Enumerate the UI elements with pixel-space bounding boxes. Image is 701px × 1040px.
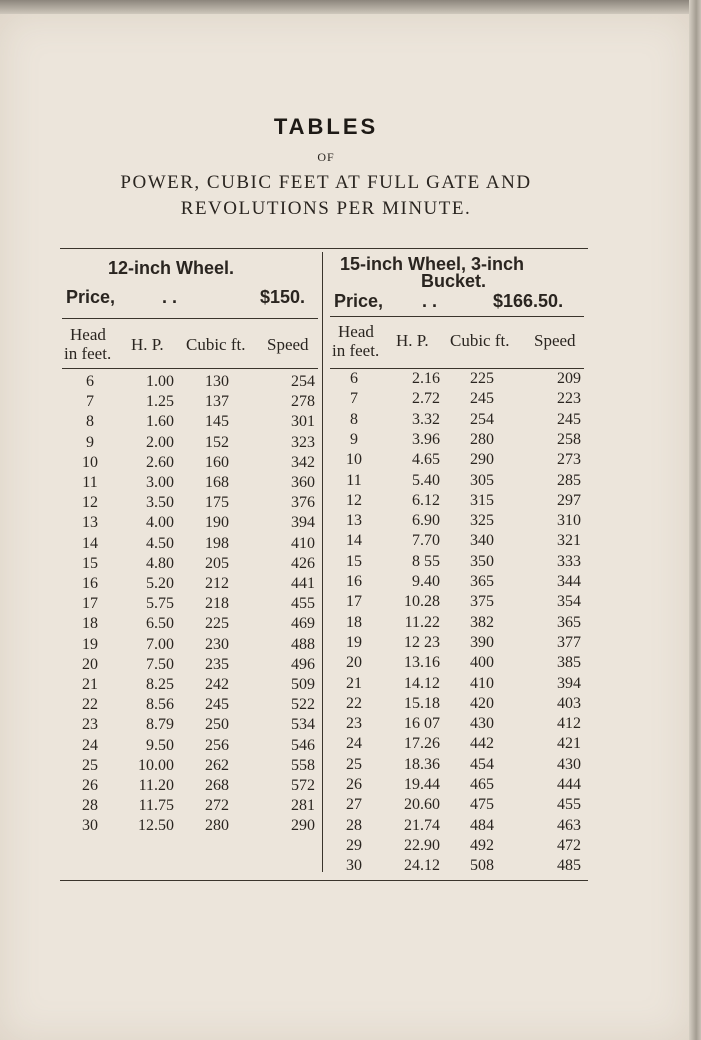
right-cell-cubic: 382 bbox=[470, 613, 494, 631]
left-cell-hp: 1.60 bbox=[146, 413, 174, 431]
left-cell-hp: 8.79 bbox=[146, 716, 174, 734]
right-cell-speed: 297 bbox=[557, 491, 581, 509]
table-divider bbox=[322, 252, 323, 872]
left-cell-hp: 8.25 bbox=[146, 676, 174, 693]
left-cell-hp: 7.50 bbox=[146, 655, 174, 673]
left-cell-hp: 2.60 bbox=[146, 453, 174, 471]
left-cell-speed: 410 bbox=[291, 534, 315, 552]
right-cell-head: 16 bbox=[346, 573, 362, 590]
left-cell-speed: 509 bbox=[291, 676, 315, 693]
left-cell-hp: 12.50 bbox=[138, 817, 174, 835]
table-top-rule bbox=[60, 248, 588, 249]
right-cell-speed: 285 bbox=[557, 471, 581, 489]
left-col-cubic: Cubic ft. bbox=[186, 335, 246, 354]
right-cell-speed: 377 bbox=[557, 633, 581, 651]
right-col-speed: Speed bbox=[534, 331, 576, 350]
left-cell-cubic: 225 bbox=[205, 615, 229, 633]
left-cell-head: 7 bbox=[86, 393, 94, 411]
right-cell-hp: 8 55 bbox=[412, 552, 440, 570]
left-cell-cubic: 272 bbox=[205, 797, 229, 815]
left-cell-hp: 5.20 bbox=[146, 575, 174, 592]
right-cell-speed: 430 bbox=[557, 755, 581, 773]
left-cell-hp: 10.00 bbox=[138, 756, 174, 774]
right-cell-speed: 209 bbox=[557, 370, 581, 387]
right-cell-cubic: 400 bbox=[470, 654, 494, 672]
right-cell-hp: 6.90 bbox=[412, 512, 440, 530]
right-cell-head: 18 bbox=[346, 613, 362, 631]
right-cell-speed: 421 bbox=[557, 735, 581, 753]
right-cell-hp: 12 23 bbox=[404, 633, 440, 651]
left-cell-head: 28 bbox=[82, 797, 98, 815]
right-cell-cubic: 315 bbox=[470, 491, 494, 509]
left-cell-cubic: 230 bbox=[205, 635, 229, 653]
right-cell-head: 11 bbox=[346, 471, 362, 489]
left-cell-head: 13 bbox=[82, 514, 98, 532]
left-cell-cubic: 130 bbox=[205, 373, 229, 390]
right-cell-cubic: 492 bbox=[470, 836, 494, 854]
left-cell-cubic: 256 bbox=[205, 736, 229, 754]
left-cell-head: 24 bbox=[82, 736, 98, 754]
title-of: OF bbox=[317, 150, 335, 164]
right-cell-head: 29 bbox=[346, 836, 362, 854]
left-cell-head: 19 bbox=[82, 635, 98, 653]
left-price-dots: . . bbox=[162, 287, 178, 307]
right-cell-cubic: 350 bbox=[470, 552, 494, 570]
right-cell-cubic: 410 bbox=[470, 674, 494, 692]
right-cell-head: 23 bbox=[346, 715, 362, 733]
right-cell-hp: 2.72 bbox=[412, 390, 440, 408]
right-cell-hp: 7.70 bbox=[412, 532, 440, 550]
left-price-rule bbox=[62, 318, 318, 319]
right-price-dots: . . bbox=[422, 291, 438, 311]
left-cell-cubic: 250 bbox=[205, 716, 229, 734]
right-cell-hp: 9.40 bbox=[412, 573, 440, 590]
left-cell-hp: 9.50 bbox=[146, 736, 174, 754]
right-cell-head: 15 bbox=[346, 552, 362, 570]
left-cell-speed: 342 bbox=[291, 453, 315, 471]
left-cell-head: 22 bbox=[82, 696, 98, 714]
right-cell-cubic: 420 bbox=[470, 694, 494, 712]
left-cell-speed: 376 bbox=[291, 494, 315, 512]
left-cell-head: 30 bbox=[82, 817, 98, 835]
left-cell-head: 16 bbox=[82, 575, 98, 592]
left-cell-head: 23 bbox=[82, 716, 98, 734]
right-cell-head: 24 bbox=[346, 735, 362, 753]
right-cell-cubic: 508 bbox=[470, 857, 494, 875]
left-cell-speed: 323 bbox=[291, 433, 315, 451]
right-cell-speed: 223 bbox=[557, 390, 581, 408]
right-cell-hp: 13.16 bbox=[404, 654, 440, 672]
left-cell-hp: 8.56 bbox=[146, 696, 174, 714]
left-cell-cubic: 175 bbox=[205, 494, 229, 512]
left-cell-cubic: 280 bbox=[205, 817, 229, 835]
left-cell-hp: 5.75 bbox=[146, 595, 174, 613]
right-cell-hp: 22.90 bbox=[404, 836, 440, 854]
right-cell-hp: 19.44 bbox=[404, 776, 440, 793]
right-cell-cubic: 390 bbox=[470, 633, 494, 651]
left-wheel-title: 12-inch Wheel. bbox=[108, 258, 235, 278]
right-wheel-title-2: Bucket. bbox=[421, 271, 487, 291]
left-cell-cubic: 160 bbox=[205, 453, 229, 471]
right-col-head-1: Head bbox=[338, 322, 374, 341]
right-col-head-2: in feet. bbox=[332, 341, 380, 360]
right-cell-cubic: 365 bbox=[470, 573, 494, 590]
right-cell-speed: 412 bbox=[557, 715, 581, 733]
left-price: $150. bbox=[260, 287, 306, 307]
left-cell-speed: 522 bbox=[291, 696, 315, 714]
right-cell-cubic: 305 bbox=[470, 471, 494, 489]
right-cell-cubic: 280 bbox=[470, 430, 494, 448]
right-cell-head: 26 bbox=[346, 776, 362, 793]
right-cell-hp: 11.22 bbox=[404, 613, 440, 631]
right-wheel-title-1: 15-inch Wheel, 3-inch bbox=[340, 254, 525, 274]
right-cell-cubic: 245 bbox=[470, 390, 494, 408]
left-cell-cubic: 137 bbox=[205, 393, 229, 411]
left-cell-speed: 469 bbox=[291, 615, 315, 633]
left-cell-speed: 572 bbox=[291, 777, 315, 794]
subtitle-line-2: REVOLUTIONS PER MINUTE. bbox=[180, 198, 472, 219]
left-cell-hp: 2.00 bbox=[146, 433, 174, 451]
right-cell-speed: 472 bbox=[557, 836, 581, 854]
left-cell-head: 26 bbox=[82, 777, 98, 794]
right-cell-cubic: 454 bbox=[470, 755, 494, 773]
left-col-head-2: in feet. bbox=[64, 344, 112, 363]
left-cell-speed: 394 bbox=[291, 514, 315, 532]
right-cell-speed: 385 bbox=[557, 654, 581, 672]
right-cell-hp: 16 07 bbox=[404, 715, 440, 733]
table-bottom-rule bbox=[60, 880, 588, 881]
subtitle-line-1: POWER, CUBIC FEET AT FULL GATE AND bbox=[120, 172, 532, 193]
right-cell-cubic: 475 bbox=[470, 796, 494, 814]
right-cell-head: 25 bbox=[346, 755, 362, 773]
right-cell-speed: 354 bbox=[557, 593, 581, 611]
right-cell-hp: 3.96 bbox=[412, 430, 440, 448]
left-cell-head: 17 bbox=[82, 595, 98, 613]
right-cell-speed: 455 bbox=[557, 796, 581, 814]
left-col-hp: H. P. bbox=[131, 335, 164, 354]
left-cell-head: 6 bbox=[86, 373, 94, 390]
right-cell-hp: 20.60 bbox=[404, 796, 440, 814]
right-cell-head: 19 bbox=[346, 633, 362, 651]
left-cell-speed: 254 bbox=[291, 373, 315, 390]
left-cell-cubic: 198 bbox=[205, 534, 229, 552]
left-cell-speed: 441 bbox=[291, 575, 315, 592]
right-cell-head: 13 bbox=[346, 512, 362, 530]
left-cell-head: 15 bbox=[82, 554, 98, 572]
left-cell-cubic: 235 bbox=[205, 655, 229, 673]
left-cell-hp: 4.80 bbox=[146, 554, 174, 572]
left-cell-cubic: 168 bbox=[205, 474, 229, 491]
left-cell-hp: 3.50 bbox=[146, 494, 174, 512]
right-cell-head: 30 bbox=[346, 857, 362, 875]
right-cell-head: 6 bbox=[350, 370, 358, 387]
left-cell-cubic: 262 bbox=[205, 756, 229, 774]
left-cell-speed: 488 bbox=[291, 635, 315, 653]
left-cell-head: 21 bbox=[82, 676, 98, 693]
right-cell-head: 17 bbox=[346, 593, 362, 611]
right-cell-head: 14 bbox=[346, 532, 362, 550]
left-cell-cubic: 268 bbox=[205, 777, 229, 794]
left-cell-cubic: 218 bbox=[205, 595, 229, 613]
right-cell-cubic: 442 bbox=[470, 735, 494, 753]
right-cell-head: 12 bbox=[346, 491, 362, 509]
left-cell-speed: 281 bbox=[291, 797, 315, 815]
right-cell-cubic: 254 bbox=[470, 410, 494, 428]
left-cell-cubic: 190 bbox=[205, 514, 229, 532]
right-cell-hp: 10.28 bbox=[404, 593, 440, 611]
left-cell-hp: 4.00 bbox=[146, 514, 174, 532]
right-cell-speed: 485 bbox=[557, 857, 581, 875]
left-cell-speed: 534 bbox=[291, 716, 315, 734]
right-cell-cubic: 225 bbox=[470, 370, 494, 387]
right-cell-speed: 394 bbox=[557, 674, 581, 692]
left-cell-head: 11 bbox=[82, 474, 98, 491]
right-cell-speed: 463 bbox=[557, 816, 581, 834]
page-title: TABLES bbox=[273, 114, 379, 139]
left-cell-hp: 7.00 bbox=[146, 635, 174, 653]
right-cell-head: 9 bbox=[350, 430, 358, 448]
left-cell-head: 20 bbox=[82, 655, 98, 673]
right-cell-hp: 3.32 bbox=[412, 410, 440, 428]
right-cell-head: 10 bbox=[346, 451, 362, 469]
left-cell-speed: 496 bbox=[291, 655, 315, 673]
left-cell-hp: 11.75 bbox=[138, 797, 174, 815]
left-cell-head: 12 bbox=[82, 494, 98, 512]
left-cell-hp: 1.25 bbox=[146, 393, 174, 411]
left-cell-hp: 11.20 bbox=[138, 777, 174, 794]
right-cell-cubic: 465 bbox=[470, 776, 494, 793]
right-cell-speed: 403 bbox=[557, 694, 581, 712]
left-cell-cubic: 242 bbox=[205, 676, 229, 693]
right-cell-hp: 4.65 bbox=[412, 451, 440, 469]
left-cell-head: 8 bbox=[86, 413, 94, 431]
left-cell-head: 10 bbox=[82, 453, 98, 471]
right-col-hp: H. P. bbox=[396, 331, 429, 350]
right-cell-cubic: 325 bbox=[470, 512, 494, 530]
right-cell-speed: 333 bbox=[557, 552, 581, 570]
left-cell-cubic: 205 bbox=[205, 554, 229, 572]
left-cell-speed: 301 bbox=[291, 413, 315, 431]
right-cell-speed: 245 bbox=[557, 410, 581, 428]
right-price: $166.50. bbox=[493, 291, 564, 311]
right-price-rule bbox=[330, 316, 584, 317]
right-cell-hp: 17.26 bbox=[404, 735, 440, 753]
right-cell-speed: 444 bbox=[557, 776, 581, 793]
right-cell-hp: 14.12 bbox=[404, 674, 440, 692]
left-cell-speed: 426 bbox=[291, 554, 315, 572]
left-cell-head: 9 bbox=[86, 433, 94, 451]
right-col-cubic: Cubic ft. bbox=[450, 331, 510, 350]
right-price-label: Price, bbox=[334, 291, 384, 311]
left-col-speed: Speed bbox=[267, 335, 309, 354]
right-cell-cubic: 340 bbox=[470, 532, 494, 550]
right-cell-hp: 24.12 bbox=[404, 857, 440, 875]
right-cell-hp: 5.40 bbox=[412, 471, 440, 489]
left-colhead-rule bbox=[62, 368, 318, 369]
right-cell-head: 28 bbox=[346, 816, 362, 834]
left-cell-head: 14 bbox=[82, 534, 98, 552]
right-cell-speed: 310 bbox=[557, 512, 581, 530]
right-cell-hp: 18.36 bbox=[404, 755, 440, 773]
right-cell-head: 7 bbox=[350, 390, 358, 408]
right-cell-hp: 6.12 bbox=[412, 491, 440, 509]
left-cell-cubic: 212 bbox=[205, 575, 229, 592]
left-cell-hp: 4.50 bbox=[146, 534, 174, 552]
left-cell-hp: 3.00 bbox=[146, 474, 174, 491]
right-cell-speed: 344 bbox=[557, 573, 581, 590]
left-cell-hp: 1.00 bbox=[146, 373, 174, 390]
right-cell-cubic: 290 bbox=[470, 451, 494, 469]
left-cell-speed: 290 bbox=[291, 817, 315, 835]
left-cell-hp: 6.50 bbox=[146, 615, 174, 633]
right-cell-speed: 273 bbox=[557, 451, 581, 469]
left-cell-cubic: 152 bbox=[205, 433, 229, 451]
right-cell-speed: 365 bbox=[557, 613, 581, 631]
page-right-edge bbox=[689, 0, 701, 1040]
right-cell-cubic: 375 bbox=[470, 593, 494, 611]
left-cell-speed: 455 bbox=[291, 595, 315, 613]
left-price-label: Price, bbox=[66, 287, 116, 307]
right-cell-speed: 258 bbox=[557, 430, 581, 448]
left-cell-speed: 546 bbox=[291, 736, 315, 754]
left-cell-speed: 558 bbox=[291, 756, 315, 774]
right-cell-hp: 21.74 bbox=[404, 816, 440, 834]
left-cell-head: 25 bbox=[82, 756, 98, 774]
right-cell-head: 20 bbox=[346, 654, 362, 672]
right-cell-head: 22 bbox=[346, 694, 362, 712]
right-cell-head: 8 bbox=[350, 410, 358, 428]
right-cell-hp: 15.18 bbox=[404, 694, 440, 712]
left-cell-cubic: 145 bbox=[205, 413, 229, 431]
right-cell-head: 27 bbox=[346, 796, 362, 814]
left-col-head-1: Head bbox=[70, 325, 106, 344]
right-cell-head: 21 bbox=[346, 674, 362, 692]
right-cell-cubic: 484 bbox=[470, 816, 494, 834]
left-cell-speed: 278 bbox=[291, 393, 315, 411]
left-cell-speed: 360 bbox=[291, 474, 315, 491]
left-cell-cubic: 245 bbox=[205, 696, 229, 714]
right-cell-speed: 321 bbox=[557, 532, 581, 550]
left-cell-head: 18 bbox=[82, 615, 98, 633]
right-cell-hp: 2.16 bbox=[412, 370, 440, 387]
right-cell-cubic: 430 bbox=[470, 715, 494, 733]
